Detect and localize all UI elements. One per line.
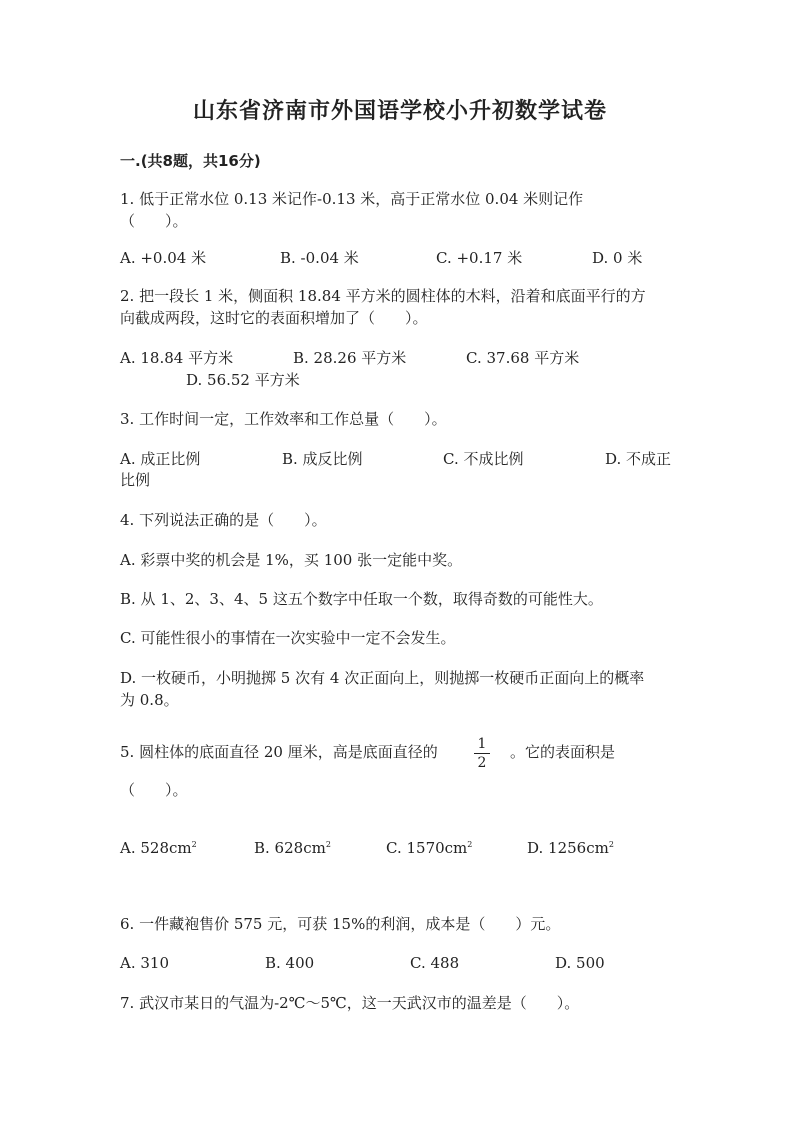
question-4-option-c: C. 可能性很小的事情在一次实验中一定不会发生。 [120, 629, 456, 647]
question-5-option-c [386, 838, 472, 858]
question-6-text: 6. 一件藏袍售价 575 元，可获 15%的利润，成本是（ ）元。 [120, 915, 561, 933]
superscript-2: 2 [325, 840, 331, 849]
question-2-text: 2. 把一段长 1 米，侧面积 18.84 平方米的圆柱体的木料，沿着和底面平行的方 [120, 287, 646, 305]
question-2-text-cont: 向截成两段，这时它的表面积增加了（ ）。 [120, 309, 428, 327]
question-3-option-d-cont: 比例 [120, 471, 151, 489]
question-5-text: 5. 圆柱体的底面直径 20 厘米，高是底面直径的 [120, 743, 438, 761]
question-6-option-d: D. 500 [555, 954, 605, 972]
option-text: A. 528cm [120, 839, 192, 857]
question-4-option-d-cont: 为 0.8。 [120, 691, 179, 709]
question-1-option-a: A. +0.04 米 [120, 249, 207, 267]
superscript-2: 2 [608, 840, 614, 849]
question-5-text-cont: （ ）。 [120, 781, 188, 799]
fraction-one-half [472, 736, 492, 771]
question-2-option-d: D. 56.52 平方米 [186, 371, 300, 389]
question-3-option-b: B. 成反比例 [282, 450, 363, 468]
question-5-text-after-fraction: 。它的表面积是 [510, 743, 616, 761]
question-6-option-a: A. 310 [120, 954, 169, 972]
fraction-numerator: 1 [477, 736, 487, 752]
section-heading: 一.(共8题，共16分) [120, 152, 261, 170]
question-5-option-b [254, 838, 331, 858]
question-1-option-c: C. +0.17 米 [436, 249, 523, 267]
question-3-text: 3. 工作时间一定，工作效率和工作总量（ ）。 [120, 410, 447, 428]
fraction-bar [474, 753, 490, 754]
superscript-2: 2 [467, 840, 473, 849]
question-1-text: 1. 低于正常水位 0.13 米记作-0.13 米，高于正常水位 0.04 米则记作 [120, 190, 584, 208]
question-5-option-d [527, 838, 614, 858]
question-6-option-c: C. 488 [410, 954, 460, 972]
question-5-option-a [120, 838, 197, 858]
question-3-option-c: C. 不成比例 [443, 450, 524, 468]
option-text: B. 628cm [254, 839, 326, 857]
exam-title: 山东省济南市外国语学校小升初数学试卷 [192, 98, 607, 124]
question-4-text: 4. 下列说法正确的是（ ）。 [120, 511, 327, 529]
question-3-option-a: A. 成正比例 [120, 450, 201, 468]
question-1-option-d: D. 0 米 [592, 249, 643, 267]
question-2-option-a: A. 18.84 平方米 [120, 349, 234, 367]
question-4-option-a: A. 彩票中奖的机会是 1%，买 100 张一定能中奖。 [120, 551, 463, 569]
question-4-option-b: B. 从 1、2、3、4、5 这五个数字中任取一个数，取得奇数的可能性大。 [120, 590, 603, 608]
question-3-option-d: D. 不成正 [605, 450, 672, 468]
fraction-denominator: 2 [477, 755, 487, 771]
question-2-option-b: B. 28.26 平方米 [293, 349, 407, 367]
question-1-text-cont: （ ）。 [120, 212, 188, 230]
option-text: C. 1570cm [386, 839, 468, 857]
superscript-2: 2 [191, 840, 197, 849]
question-2-option-c: C. 37.68 平方米 [466, 349, 580, 367]
question-1-option-b: B. -0.04 米 [280, 249, 359, 267]
question-7-text: 7. 武汉市某日的气温为-2℃～5℃，这一天武汉市的温差是（ ）。 [120, 994, 580, 1012]
question-6-option-b: B. 400 [265, 954, 315, 972]
question-4-option-d: D. 一枚硬币，小明抛掷 5 次有 4 次正面向上，则抛掷一枚硬币正面向上的概率 [120, 669, 645, 687]
option-text: D. 1256cm [527, 839, 609, 857]
